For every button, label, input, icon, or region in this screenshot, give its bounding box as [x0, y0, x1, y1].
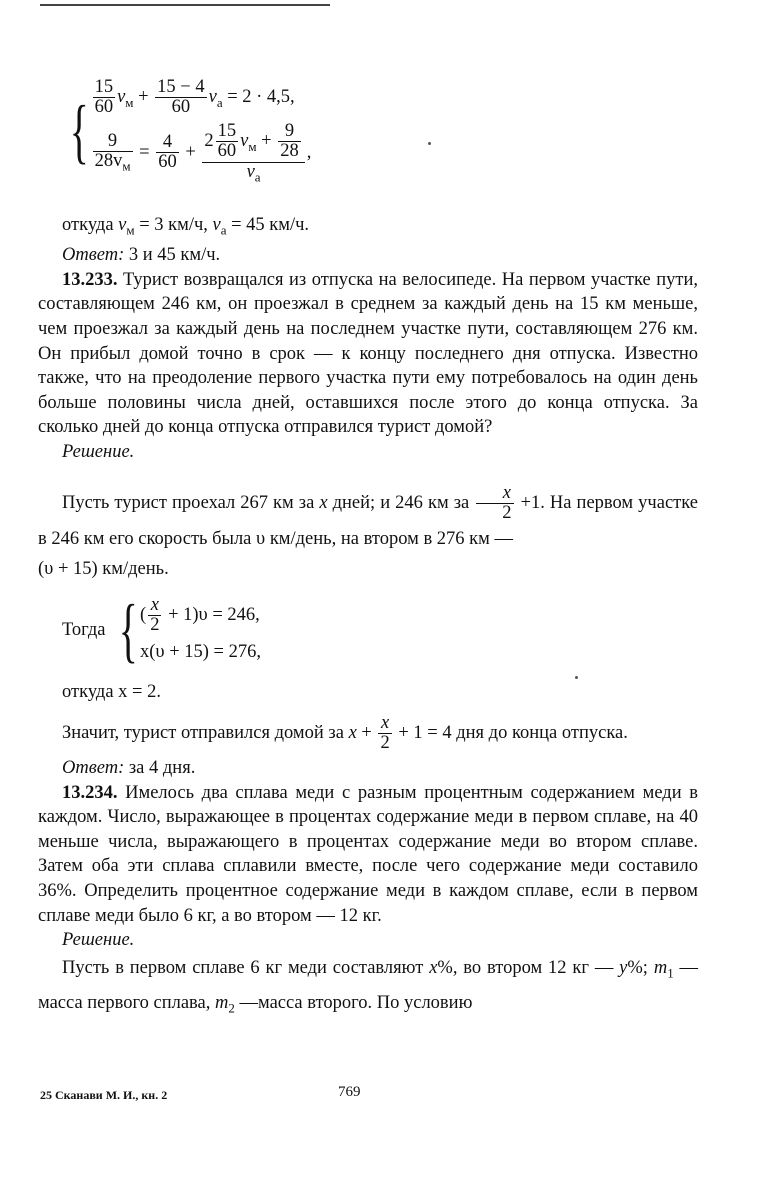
result-2: откуда x = 2.	[62, 682, 161, 702]
text-block-1	[38, 213, 698, 465]
left-brace-2: {	[119, 590, 139, 670]
left-brace: {	[69, 90, 89, 171]
problem-13-234: 13.234. Имелось два сплава меди с разным процентным содержанием меди в каждом. Число, выражающее в процентах содержание меди в первом сплаве, на 40 меньше числа, выражающего в процентах содержание меди во втором сплаве. Затем оба эти сплава сплавили вместе, после чего содержание меди составило 36%. Определить процентное содержание меди в каждом сплаве, если в первом сплаве меди было 6 кг, а во втором — 12 кг.	[38, 782, 698, 926]
solution-234-text: Пусть в первом сплаве 6 кг меди составляют x%, во втором 12 кг — y%; $m_1$ — масса первого сплава, $m_2$ —масса второго. По условию	[38, 957, 699, 1017]
speed-expression: (υ + 15) км/день.	[38, 558, 169, 579]
system2-line2: x(υ + 15) = 276,	[140, 641, 261, 662]
solution-233-text: Пусть турист проехал 267 км за x дней; и 246 км за $\frac{x}{2}$ +1. На первом участке в 246 км его скорость была υ км/день, на втором в 276 км — (υ + 15) км/день.	[38, 484, 698, 584]
system2-line1: ( $\frac{x}{2}$ + 1)υ = 246,	[140, 594, 260, 636]
system1-line1: $\frac{15}{60}$ $v_м$ + $\frac{15 - 4}{60}$ $v_а = 2 \cdot 4,5$,	[94, 77, 295, 118]
solution-label-1: Решение.	[62, 442, 135, 463]
answer-1: Ответ: 3 и 45 км/ч.	[62, 245, 221, 266]
page-number: 769	[338, 1084, 361, 1100]
scan-speck	[428, 142, 431, 145]
scan-speck	[575, 676, 578, 679]
result-1: откуда $v_м = 3$ км/ч, $v_а = 45$ км/ч.	[62, 215, 310, 238]
equation-system-1	[38, 78, 698, 184]
solution-label-2: Решение.	[62, 930, 135, 951]
problem-13-233: 13.233. Турист возвращался из отпуска на велосипеде. На первом участке пути, составляющем 246 км, он проезжал в среднем за каждый день на 15 км меньше, чем проезжал за каждый день на последнем участке пути, составляющем 276 км. Он прибыл домой точно в срок — к концу последнего дня отпуска. Известно также, что на преодоление первого участка пути ему потребовалось на один день больше половины числа дней, оставшихся после этого до конца отпуска. За сколько дней до конца отпуска отправился турист домой?	[38, 269, 698, 438]
equation-system-2: Тогда { ( $\frac{x}{2}$ + 1)υ = 246, x(υ + 15) = 276,	[62, 590, 261, 670]
footer-left: 25 Сканави М. И., кн. 2	[40, 1088, 168, 1102]
system1-line2: $\frac{9}{28v_м}$ = $\frac{4}{60}$ + 2 $\frac{15}{60}$ $v_м$ + $\frac{9}{28}$ $v_а$ ,	[94, 120, 312, 185]
answer-2: Ответ: за 4 дня.	[62, 758, 196, 778]
text-block-2	[38, 756, 698, 1024]
top-rule	[40, 4, 330, 6]
conclusion: Значит, турист отправился домой за x + $\frac{x}{2}$ + 1 = 4 дня до конца отпуска.	[62, 713, 628, 754]
